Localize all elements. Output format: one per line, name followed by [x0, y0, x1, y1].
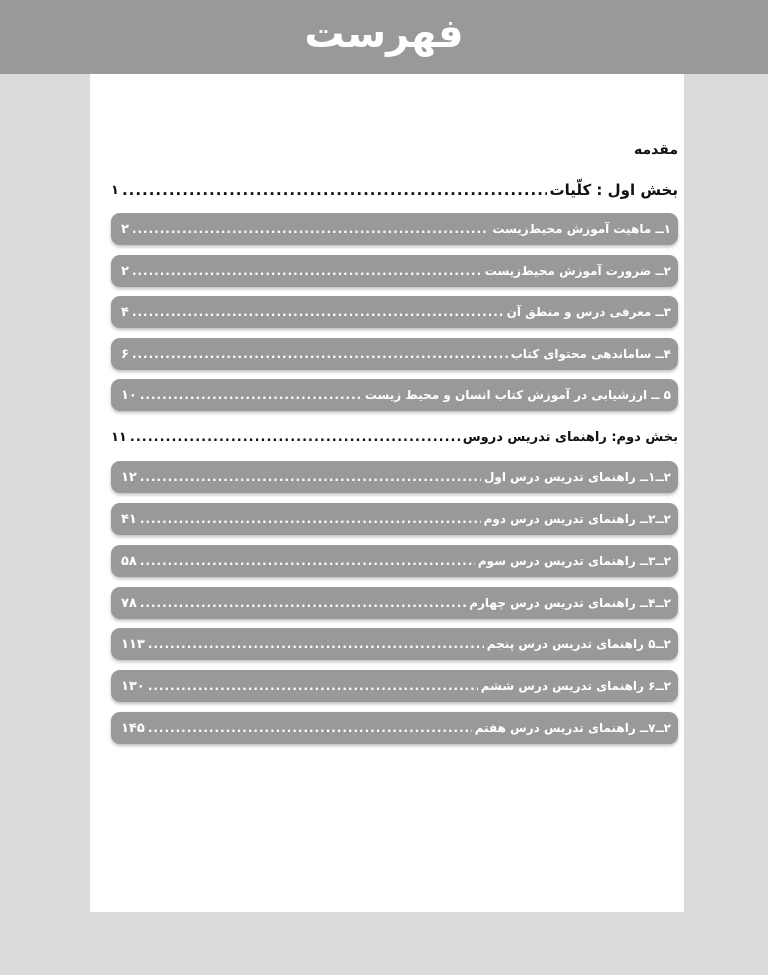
toc-entry[interactable]: [111, 670, 678, 702]
toc-entry[interactable]: [111, 628, 678, 660]
entry-title: ۲ــ۴ــ راهنمای تدریس درس چهارم: [469, 596, 671, 610]
entry-title: ۴ــ ساماندهی محتوای کتاب: [510, 347, 671, 361]
dot-leader: [140, 388, 362, 402]
dot-leader: [132, 222, 489, 236]
page-number: ۶: [121, 346, 129, 362]
page-number: ۴: [121, 304, 129, 320]
toc-entry[interactable]: [111, 503, 678, 535]
page-title: فهرست: [304, 11, 464, 57]
entry-title: ۲ــ ضرورت آموزش محیط‌زیست: [484, 264, 671, 278]
toc-entry[interactable]: [111, 379, 678, 411]
dot-leader: [140, 512, 481, 526]
toc-entry[interactable]: [111, 338, 678, 370]
dot-leader: [148, 721, 472, 735]
dot-leader: [132, 264, 482, 278]
section-title: بخش دوم: راهنمای تدریس دروس: [462, 429, 678, 445]
page-number: ۴۱: [121, 511, 137, 527]
toc-entry[interactable]: [111, 255, 678, 287]
page-number: ۱۱: [111, 429, 127, 445]
page-number: ۲: [121, 221, 129, 237]
entry-title: ۲ــ۶ راهنمای تدریس درس ششم: [480, 679, 671, 693]
dot-leader: [148, 679, 478, 693]
toc-entry[interactable]: [111, 461, 678, 493]
toc-entry[interactable]: [111, 545, 678, 577]
page-number: ۱۰: [121, 387, 137, 403]
entry-title: ۳ــ معرفی درس و منطق آن: [506, 305, 671, 319]
dot-leader: [132, 305, 504, 319]
entry-title: ۲ــ۵ راهنمای تدریس درس پنجم: [486, 637, 671, 651]
page-number: ۱۱۳: [121, 636, 145, 652]
toc-entry[interactable]: [111, 296, 678, 328]
section-title: بخش اول : کلّیات: [549, 181, 678, 199]
page-number: ۱۴۵: [121, 720, 145, 736]
page-number: ۵۸: [121, 553, 137, 569]
toc-entry[interactable]: [111, 712, 678, 744]
dot-leader: [140, 596, 466, 610]
dot-leader: [140, 470, 481, 484]
entry-title: ۲ــ۱ــ راهنمای تدریس درس اول: [484, 470, 671, 484]
page-number: ۷۸: [121, 595, 137, 611]
dot-leader: [130, 430, 460, 445]
entry-title: ۵ ــ ارزشیابی در آموزش کتاب انسان و محیط زیست: [364, 388, 671, 402]
entry-title: ۲ــ۷ــ راهنمای تدریس درس هفتم: [474, 721, 671, 735]
dot-leader: [122, 181, 547, 199]
entry-title: ۲ــ۳ــ راهنمای تدریس درس سوم: [477, 554, 671, 568]
toc-entry[interactable]: [111, 587, 678, 619]
page-number: ۱۲: [121, 469, 137, 485]
page-number: ۱: [111, 182, 119, 198]
toc-section-2[interactable]: [111, 426, 678, 448]
toc-section-1[interactable]: [111, 179, 678, 201]
page-number: ۱۳۰: [121, 678, 145, 694]
page-number: ۲: [121, 263, 129, 279]
entry-title: ۲ــ۲ــ راهنمای تدریس درس دوم: [483, 512, 671, 526]
dot-leader: [148, 637, 484, 651]
toc-introduction[interactable]: مقدمه: [634, 142, 678, 158]
dot-leader: [132, 347, 508, 361]
entry-title: ۱ــ ماهیت آموزش محیط‌زیست: [492, 222, 671, 236]
toc-entry[interactable]: [111, 213, 678, 245]
dot-leader: [140, 554, 475, 568]
